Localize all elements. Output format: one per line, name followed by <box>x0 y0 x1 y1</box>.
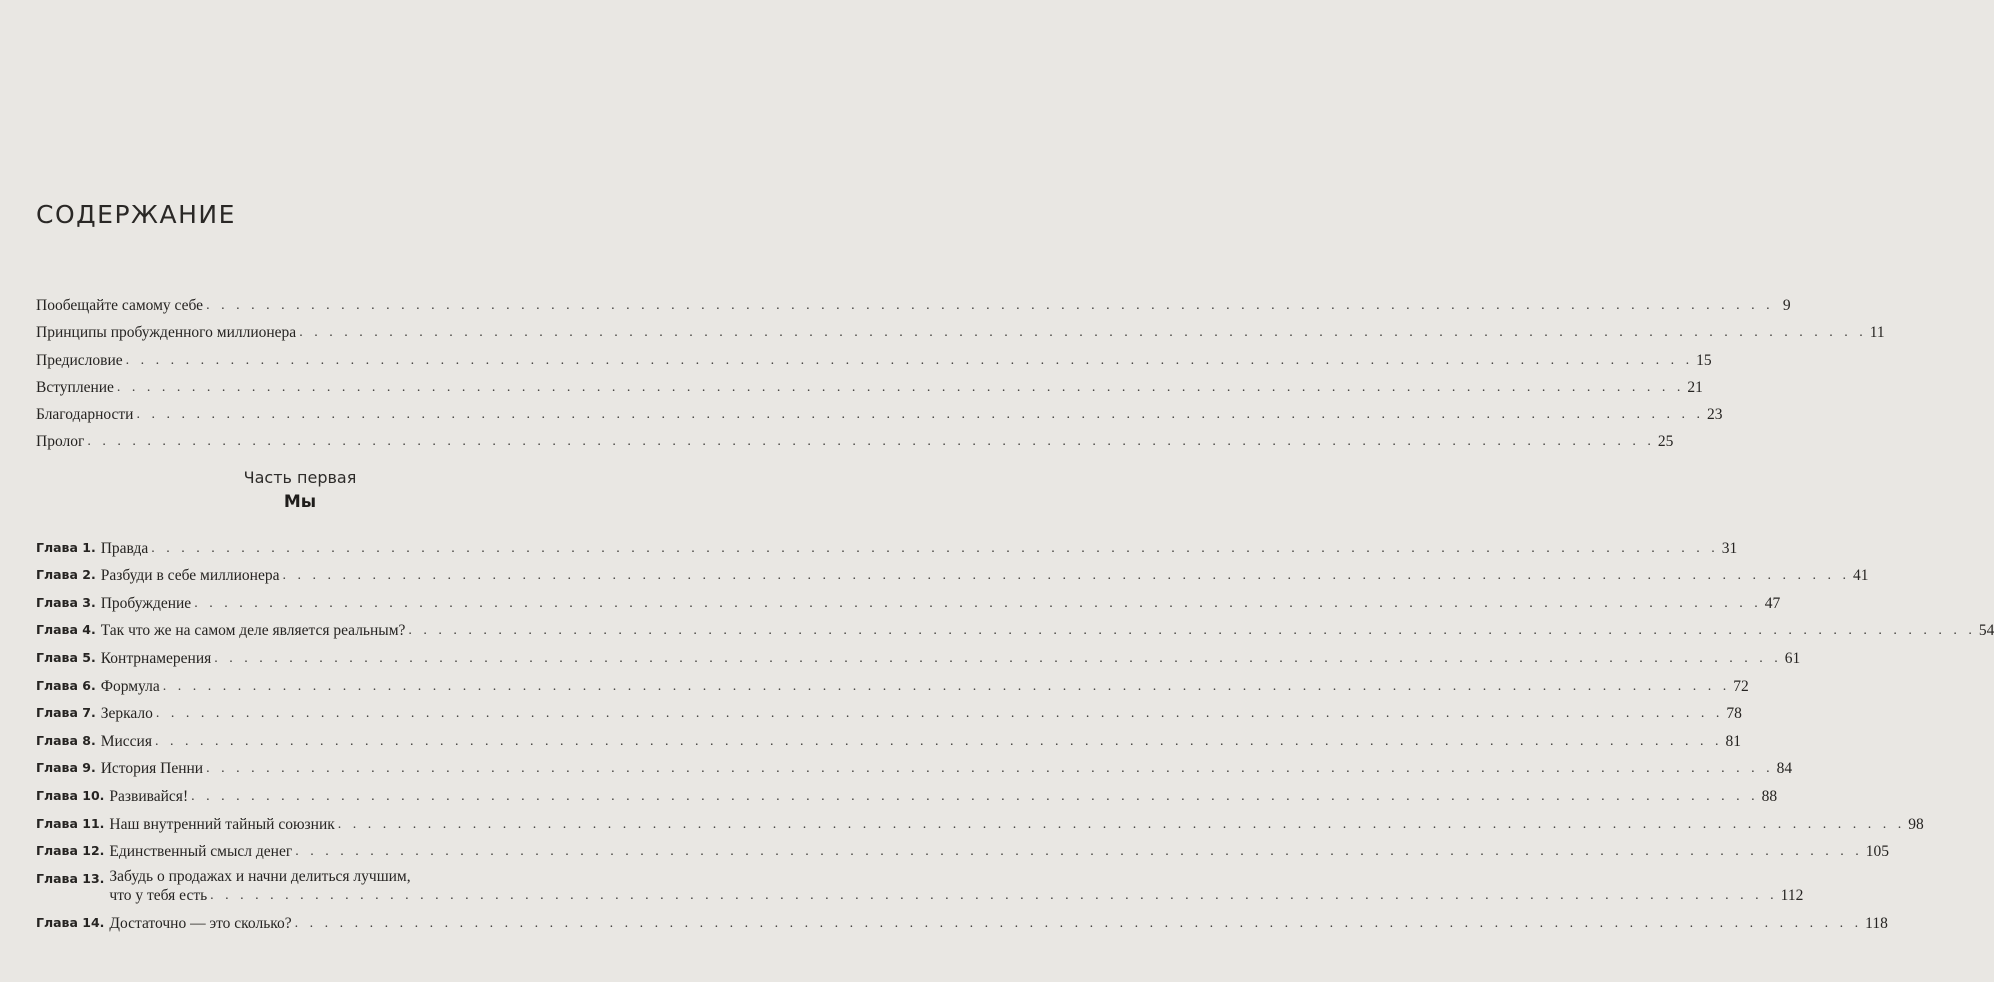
toc-entry-page: 21 <box>1687 378 1703 396</box>
chapter-entry[interactable] <box>36 530 1738 558</box>
dot-leader <box>206 296 1774 315</box>
part-subtitle: Часть первая <box>243 468 357 487</box>
chapter-number: Глава 13. <box>36 871 105 887</box>
chapter-entry[interactable] <box>36 723 1741 751</box>
chapter-number: Глава 2. <box>36 567 96 583</box>
toc-entry-page: 15 <box>1696 351 1712 369</box>
toc-entry-page: 11 <box>1869 324 1885 342</box>
chapter-entry[interactable] <box>36 613 1994 641</box>
chapter-page: 105 <box>1865 843 1889 861</box>
dot-leader <box>295 914 1863 933</box>
toc-entry[interactable] <box>36 342 1712 369</box>
chapter-page: 81 <box>1725 732 1741 750</box>
toc-entry-title: Благодарности <box>36 405 134 423</box>
toc-entry[interactable] <box>36 424 1674 451</box>
chapter-number: Глава 1. <box>36 539 96 555</box>
chapter-title: История Пенни <box>100 760 204 778</box>
dot-leader <box>194 594 1762 613</box>
chapter-title: Пробуждение <box>100 594 192 612</box>
chapter-page: 88 <box>1761 787 1778 805</box>
toc-entry-title: Принципы пробужденного миллионера <box>36 324 297 342</box>
dot-leader <box>210 886 1778 905</box>
chapter-page: 98 <box>1908 815 1924 833</box>
chapter-entry[interactable] <box>36 668 1749 696</box>
chapter-page: 47 <box>1764 594 1781 612</box>
chapter-title: Контрнамерения <box>100 649 212 667</box>
chapter-entry[interactable] <box>36 778 1778 806</box>
chapter-page: 112 <box>1780 887 1804 905</box>
toc-entry[interactable] <box>36 397 1723 424</box>
toc-entry[interactable] <box>36 288 1791 315</box>
toc-entry-title: Пролог <box>36 433 85 451</box>
chapter-page: 54 <box>1978 622 1994 640</box>
dot-leader <box>408 621 1976 640</box>
chapter-entry[interactable] <box>36 861 1804 905</box>
chapter-title: Наш внутренний тайный союзник <box>109 815 335 833</box>
chapter-number: Глава 4. <box>36 622 96 638</box>
dot-leader <box>87 432 1655 451</box>
toc-entry-page: 23 <box>1706 405 1723 423</box>
chapter-entry[interactable] <box>36 640 1801 668</box>
chapter-title-line1: Забудь о продажах и начни делиться лучшим, <box>109 868 411 886</box>
page-title: СОДЕРЖАНИЕ <box>36 200 236 229</box>
chapter-entry[interactable] <box>36 585 1781 613</box>
dot-leader <box>295 842 1863 861</box>
dot-leader <box>206 759 1774 778</box>
toc-entry-title: Пообещайте самому себе <box>36 297 204 315</box>
chapter-number: Глава 7. <box>36 705 96 721</box>
chapter-entry[interactable] <box>36 834 1889 862</box>
dot-leader <box>299 323 1867 342</box>
chapter-entry[interactable] <box>36 806 1924 834</box>
chapter-page: 72 <box>1733 677 1749 695</box>
chapter-number: Глава 11. <box>36 815 105 831</box>
dot-leader <box>191 787 1759 806</box>
dot-leader <box>282 566 1850 585</box>
chapter-number: Глава 12. <box>36 843 105 859</box>
chapter-title: Зеркало <box>100 705 153 723</box>
chapter-page: 118 <box>1865 914 1888 932</box>
chapter-title: Правда <box>100 539 149 557</box>
toc-entry-title: Предисловие <box>36 351 123 369</box>
toc-entry[interactable] <box>36 315 1885 342</box>
chapter-title: Разбуди в себе миллионера <box>100 567 280 585</box>
dot-leader <box>214 649 1782 668</box>
chapter-number: Глава 5. <box>36 649 96 665</box>
front-matter-list <box>36 288 1885 451</box>
toc-entry[interactable] <box>36 370 1703 397</box>
dot-leader <box>338 815 1906 834</box>
dot-leader <box>136 405 1704 424</box>
chapter-title: Миссия <box>100 732 152 750</box>
chapter-page: 84 <box>1776 760 1793 778</box>
chapter-number: Глава 14. <box>36 914 105 930</box>
chapter-page: 41 <box>1852 567 1869 585</box>
chapter-page: 61 <box>1784 649 1801 667</box>
chapter-number: Глава 3. <box>36 594 96 610</box>
chapter-title: Достаточно — это сколько? <box>109 914 292 932</box>
dot-leader <box>151 539 1719 558</box>
dot-leader <box>117 378 1685 397</box>
chapter-page: 31 <box>1721 539 1738 557</box>
chapter-title: Единственный смысл денег <box>109 843 293 861</box>
chapter-number: Глава 9. <box>36 760 96 776</box>
chapter-title: Так что же на самом деле является реальным? <box>100 622 406 640</box>
chapter-entry[interactable] <box>36 696 1742 724</box>
chapter-number: Глава 6. <box>36 677 96 693</box>
chapter-number: Глава 10. <box>36 787 105 803</box>
chapter-title: Формула <box>100 677 160 695</box>
chapter-entry[interactable] <box>36 905 1888 933</box>
dot-leader <box>155 732 1723 751</box>
toc-entry-page: 25 <box>1657 433 1674 451</box>
dot-leader <box>126 351 1694 370</box>
chapter-number: Глава 8. <box>36 732 96 748</box>
chapter-entry[interactable] <box>36 751 1793 779</box>
chapter-list <box>36 530 1994 933</box>
toc-entry-title: Вступление <box>36 378 114 396</box>
part-title: Мы <box>283 492 317 512</box>
chapter-page: 78 <box>1726 705 1742 723</box>
chapter-title: Развивайся! <box>109 787 189 805</box>
dot-leader <box>156 704 1724 723</box>
toc-entry-page: 9 <box>1782 297 1791 315</box>
chapter-title-line2: что у тебя есть <box>109 887 208 905</box>
dot-leader <box>163 677 1731 696</box>
chapter-entry[interactable] <box>36 558 1869 586</box>
